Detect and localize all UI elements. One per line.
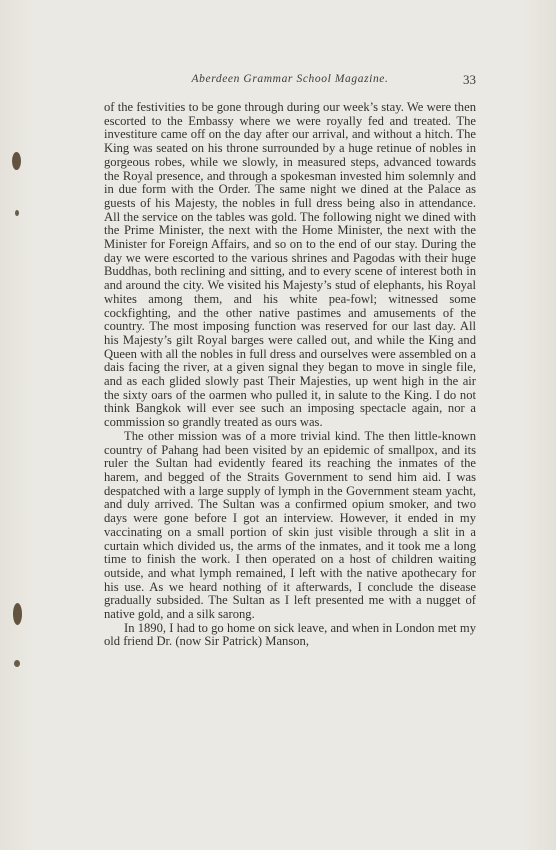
paragraph: of the festivities to be gone through during our week’s stay. We were then escorted to the Embassy where we were royally fed and treated. The investiture came off on the day after our arrival, and without a hitch. The King was seated on his throne surrounded by a huge retinue of nobles in gorgeous robes, while we slowly, in measured steps, advanced towards the Royal presence, and through a spokesman invested him solemnly and in due form with the Order. The same night we dined at the Palace as guests of his Majesty, the nobles in full dress being also in attendance. All the service on the tables was gold. The following night we dined with the Prime Minister, the next with the Home Minister, the next with the Minister for Foreign Affairs, and so on to the end of our stay. During the day we were escorted to the various shrines and Pagodas with their huge Buddhas, both reclining and sitting, and to every scene of interest both in and around the city. We visited his Majesty’s stud of elephants, his Royal whites among them, and his white pea-fowl; witnessed some cockfighting, and the other native pastimes and amusements of the country. The most imposing function was reserved for our last day. All his Majesty’s gilt Royal barges were called out, and while the King and Queen with all the nobles in full dress and ourselves were assembled on a dais facing the river, at a given signal they began to move in single file, and as each glided slowly past Their Majesties, up went high in the air the sixty oars of the oarmen who pulled it, in salute to the King. I do not think Bangkok will ever see such an imposing spectacle again, nor a commission so grandly treated as ours was. [104,100,476,430]
ink-blot [15,210,19,216]
page-header [104,73,476,89]
paragraph: The other mission was of a more trivial kind. The then little-known country of Pahang had been visited by an epidemic of smallpox, and its ruler the Sultan had evidently feared its reaching the inmates of the harem, and begged of the Straits Government to send him aid. I was despatched with a large supply of lymph in the Government steam yacht, and duly arrived. The Sultan was a confirmed opium smoker, and two days were gone before I got an interview. However, it ended in my vaccinating on a small portion of skin just visible through a slit in a curtain which divided us, the arms of the inmates, and it took me a long time to finish the work. I then operated on a host of children waiting outside, and what lymph remained, I left with the native apothecary for his use. As we heard nothing of it afterwards, I conclude the disease gradually subsided. The Sultan as I left presented me with a nugget of native gold, and a silk sarong. [104,428,476,622]
ink-blot [12,152,21,170]
page-number: 33 [463,72,476,87]
running-title: Aberdeen Grammar School Magazine. [191,73,389,85]
paragraph: In 1890, I had to go home on sick leave, and when in London met my old friend Dr. (now Sir Patrick) Manson, [104,620,476,649]
ink-blot [14,660,20,667]
body-text [104,101,476,649]
ink-blot [13,603,22,625]
